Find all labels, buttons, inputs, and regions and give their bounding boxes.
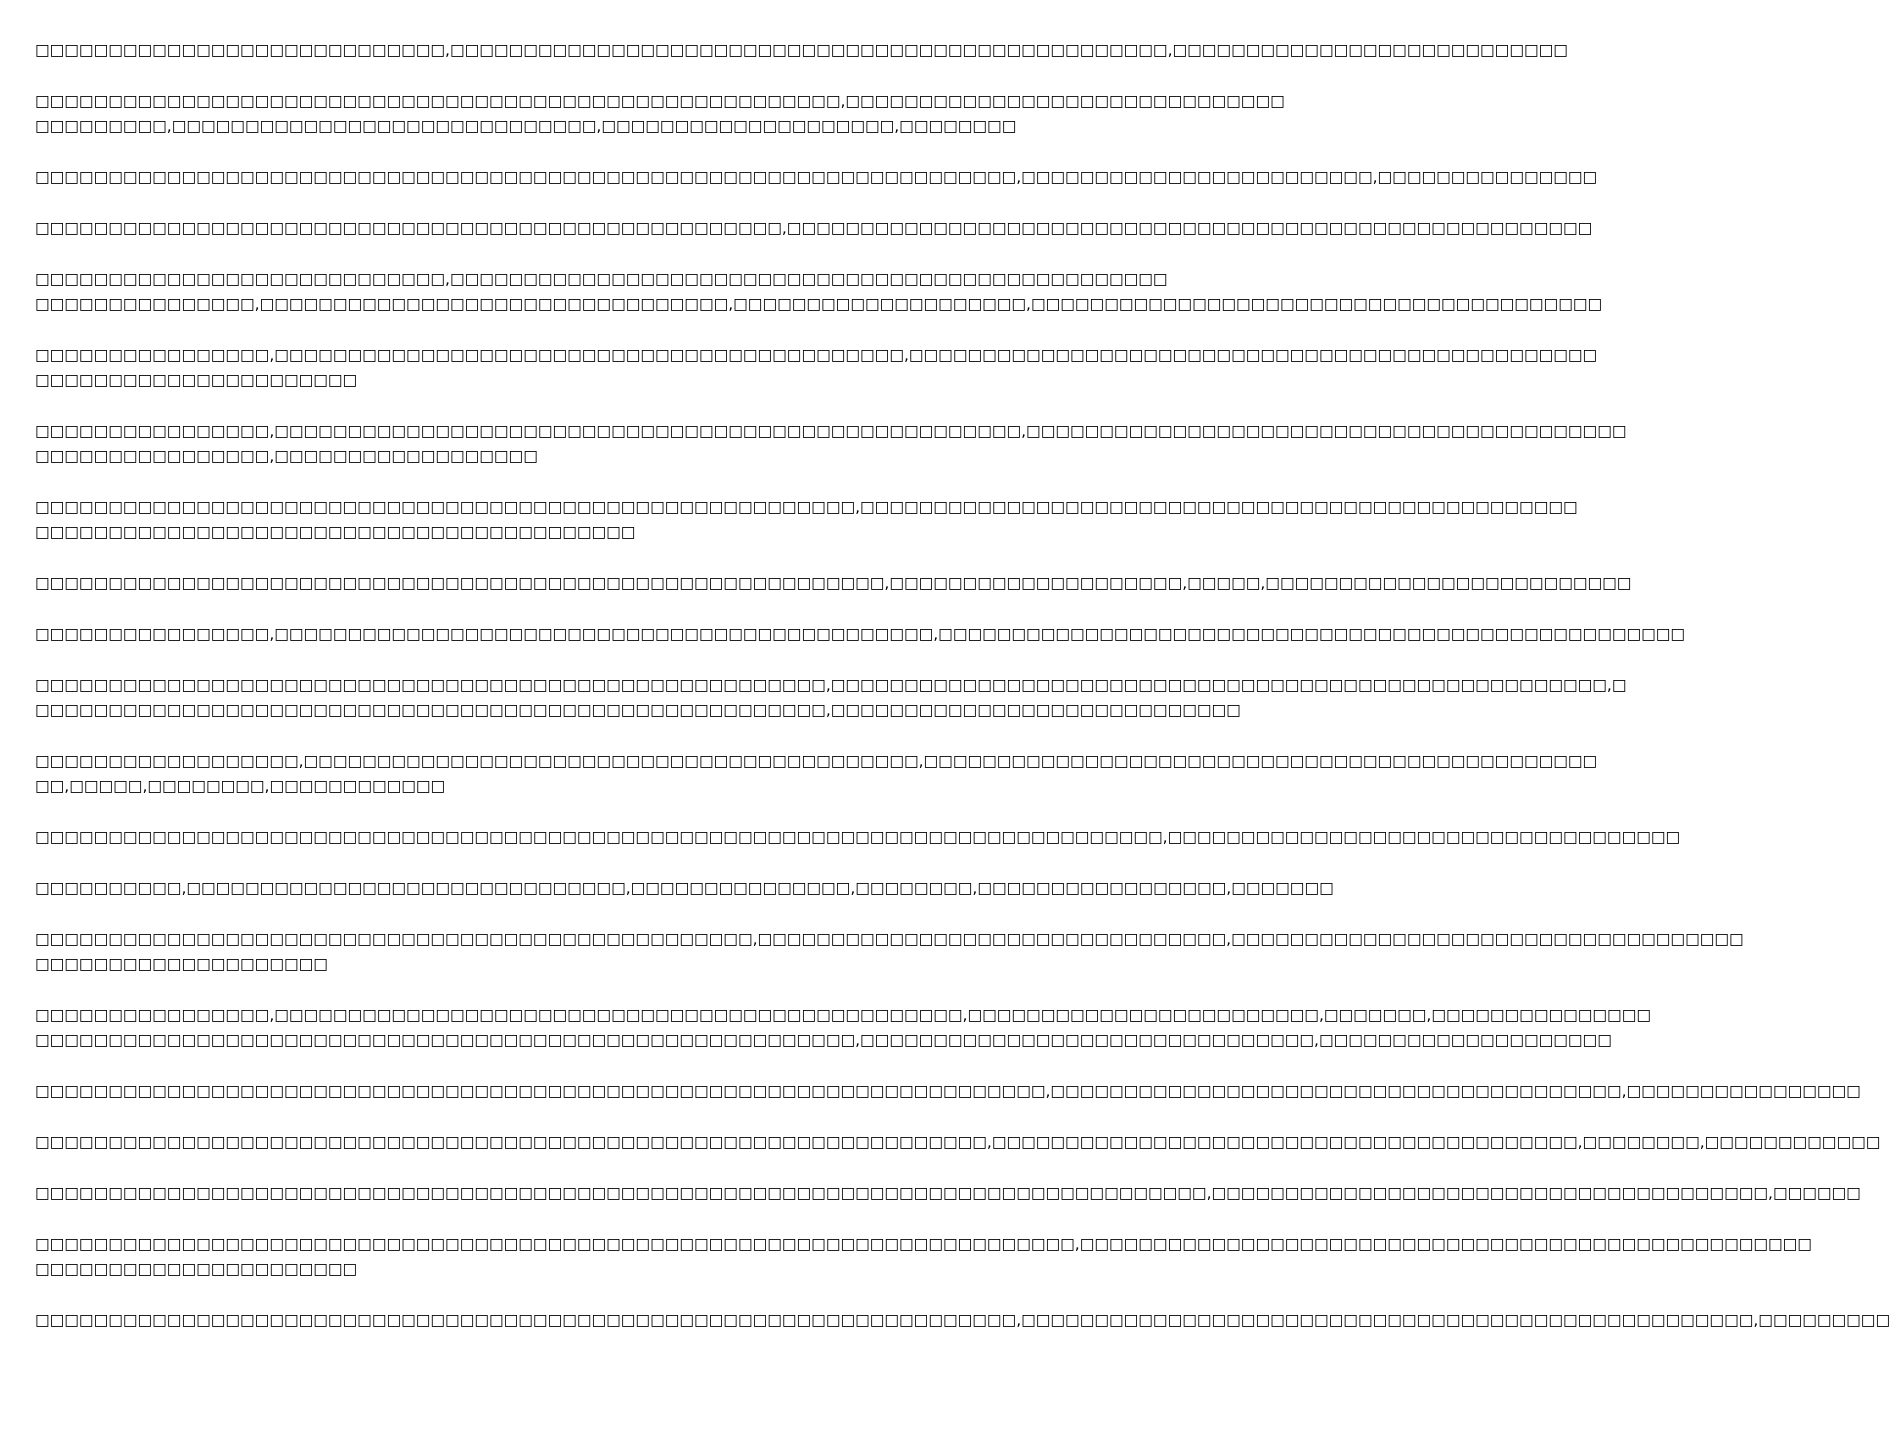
paragraph-8: □□□□□□□□□□□□□□□□□□□□□□□□□□□□□□□□□□□□□□□□□□□□□□□□□□□□□□□□,□□□□□□□□□□□□□□□□□□□□□□□□□□□□□□□□□□□□□□□□□□□□□□□□□ □□□□□□□□□□□□□□□□□□□□□□□□□□□□□□□□□□□□□□□□□ (35, 498, 1578, 541)
paragraph-9: □□□□□□□□□□□□□□□□□□□□□□□□□□□□□□□□□□□□□□□□□□□□□□□□□□□□□□□□□□,□□□□□□□□□□□□□□□□□□□□,□□□□□,□□□□□□□□□□□□□□□□□□□□□□□□□ (35, 574, 1632, 592)
paragraph-10: □□□□□□□□□□□□□□□□,□□□□□□□□□□□□□□□□□□□□□□□□□□□□□□□□□□□□□□□□□□□□□,□□□□□□□□□□□□□□□□□□□□□□□□□□□□□□□□□□□□□□□□□□□□□□□□□□□ (35, 625, 1686, 643)
paragraph-5: □□□□□□□□□□□□□□□□□□□□□□□□□□□□,□□□□□□□□□□□□□□□□□□□□□□□□□□□□□□□□□□□□□□□□□□□□□□□□□ □□□□□□□□□□□□□□□,□□□□□□□□□□□□□□□□□□□□□□□□□□□□□□□□,□□□□□□□□□□□□□□□□□□□□,□□□□□□□□□□□□□□□□□□□□□□□□□□□□□□□□□□□□□□□ (35, 270, 1603, 313)
paragraph-21: □□□□□□□□□□□□□□□□□□□□□□□□□□□□□□□□□□□□□□□□□□□□□□□□□□□□□□□□□□□□□□□□□□□,□□□□□□□□□□□□□□□□□□□□□□□□□□□□□□□□□□□□□□□□□□□□□□□□□□,□□□□□□□□□ (35, 1311, 1890, 1329)
paragraph-7: □□□□□□□□□□□□□□□□,□□□□□□□□□□□□□□□□□□□□□□□□□□□□□□□□□□□□□□□□□□□□□□□□□□□,□□□□□□□□□□□□□□□□□□□□□□□□□□□□□□□□□□□□□□□□□ □□□□□□□□□□□□□□□□,□□□□□□□□□□□□□□□□□□ (35, 422, 1627, 465)
paragraph-18: □□□□□□□□□□□□□□□□□□□□□□□□□□□□□□□□□□□□□□□□□□□□□□□□□□□□□□□□□□□□□□□□□,□□□□□□□□□□□□□□□□□□□□□□□□□□□□□□□□□□□□□□□□,□□□□□□□□,□□□□□□□□□□□□ (35, 1133, 1881, 1151)
paragraph-17: □□□□□□□□□□□□□□□□□□□□□□□□□□□□□□□□□□□□□□□□□□□□□□□□□□□□□□□□□□□□□□□□□□□□□,□□□□□□□□□□□□□□□□□□□□□□□□□□□□□□□□□□□□□□□,□□□□□□□□□□□□□□□□ (35, 1082, 1861, 1100)
paragraph-1: □□□□□□□□□□□□□□□□□□□□□□□□□□□□,□□□□□□□□□□□□□□□□□□□□□□□□□□□□□□□□□□□□□□□□□□□□□□□□□,□□□□□□□□□□□□□□□□□□□□□□□□□□□ (35, 41, 1568, 59)
paragraph-6: □□□□□□□□□□□□□□□□,□□□□□□□□□□□□□□□□□□□□□□□□□□□□□□□□□□□□□□□□□□□,□□□□□□□□□□□□□□□□□□□□□□□□□□□□□□□□□□□□□□□□□□□□□□□ □□□□□□□□□□□□□□□□□□□□□□ (35, 346, 1598, 389)
paragraph-2: □□□□□□□□□□□□□□□□□□□□□□□□□□□□□□□□□□□□□□□□□□□□□□□□□□□□□□□,□□□□□□□□□□□□□□□□□□□□□□□□□□□□□□ □□□□□□□□□,□□□□□□□□□□□□□□□□□□□□□□□□□□□□□,□□□□□□□□□□□□□□□□□□□□,□□□□□□□□ (35, 92, 1285, 135)
paragraph-13: □□□□□□□□□□□□□□□□□□□□□□□□□□□□□□□□□□□□□□□□□□□□□□□□□□□□□□□□□□□□□□□□□□□□□□□□□□□□□,□□□□□□□□□□□□□□□□□□□□□□□□□□□□□□□□□□□ (35, 828, 1681, 846)
paragraph-12: □□□□□□□□□□□□□□□□□□,□□□□□□□□□□□□□□□□□□□□□□□□□□□□□□□□□□□□□□□□□□,□□□□□□□□□□□□□□□□□□□□□□□□□□□□□□□□□□□□□□□□□□□□□□ □□,□□□□□,□□□□□□□□,□□□□□□□□□□□□ (35, 752, 1598, 795)
paragraph-4: □□□□□□□□□□□□□□□□□□□□□□□□□□□□□□□□□□□□□□□□□□□□□□□□□□□,□□□□□□□□□□□□□□□□□□□□□□□□□□□□□□□□□□□□□□□□□□□□□□□□□□□□□□□ (35, 219, 1593, 237)
paragraph-20: □□□□□□□□□□□□□□□□□□□□□□□□□□□□□□□□□□□□□□□□□□□□□□□□□□□□□□□□□□□□□□□□□□□□□□□,□□□□□□□□□□□□□□□□□□□□□□□□□□□□□□□□□□□□□□□□□□□□□□□□□□ □□□□□□□□□□□□□□□□□□□□□□ (35, 1235, 1812, 1278)
paragraph-14: □□□□□□□□□□,□□□□□□□□□□□□□□□□□□□□□□□□□□□□□□,□□□□□□□□□□□□□□□,□□□□□□□□,□□□□□□□□□□□□□□□□□,□□□□□□□ (35, 879, 1334, 897)
paragraph-3: □□□□□□□□□□□□□□□□□□□□□□□□□□□□□□□□□□□□□□□□□□□□□□□□□□□□□□□□□□□□□□□□□□□,□□□□□□□□□□□□□□□□□□□□□□□□,□□□□□□□□□□□□□□□ (35, 168, 1598, 186)
paragraph-15: □□□□□□□□□□□□□□□□□□□□□□□□□□□□□□□□□□□□□□□□□□□□□□□□□,□□□□□□□□□□□□□□□□□□□□□□□□□□□□□□□□,□□□□□□□□□□□□□□□□□□□□□□□□□□□□□□□□□□□ □□□□□□□□□□□□□□□□□□□□ (35, 930, 1744, 973)
paragraph-11: □□□□□□□□□□□□□□□□□□□□□□□□□□□□□□□□□□□□□□□□□□□□□□□□□□□□□□,□□□□□□□□□□□□□□□□□□□□□□□□□□□□□□□□□□□□□□□□□□□□□□□□□□□□□,□ □□□□□□□□□□□□□□□□□□□□□□□□□□□□□□□□□□□□□□□□□□□□□□□□□□□□□□,□□□□□□□□□□□□□□□□□□□□□□□□□□□□ (35, 676, 1627, 719)
paragraph-16: □□□□□□□□□□□□□□□□,□□□□□□□□□□□□□□□□□□□□□□□□□□□□□□□□□□□□□□□□□□□□□□□,□□□□□□□□□□□□□□□□□□□□□□□□,□□□□□□□,□□□□□□□□□□□□□□□ □□□□□□□□□□□□□□□□□□□□□□□□□□□□□□□□□□□□□□□□□□□□□□□□□□□□□□□□,□□□□□□□□□□□□□□□□□□□□□□□□□□□□□□□,□□□□□□□□□□□□□□□□□□□□ (35, 1006, 1651, 1049)
document-page (35, 38, 1890, 1438)
paragraph-19: □□□□□□□□□□□□□□□□□□□□□□□□□□□□□□□□□□□□□□□□□□□□□□□□□□□□□□□□□□□□□□□□□□□□□□□□□□□□□□□□,□□□□□□□□□□□□□□□□□□□□□□□□□□□□□□□□□□□□□□,□□□□□□ (35, 1184, 1861, 1202)
